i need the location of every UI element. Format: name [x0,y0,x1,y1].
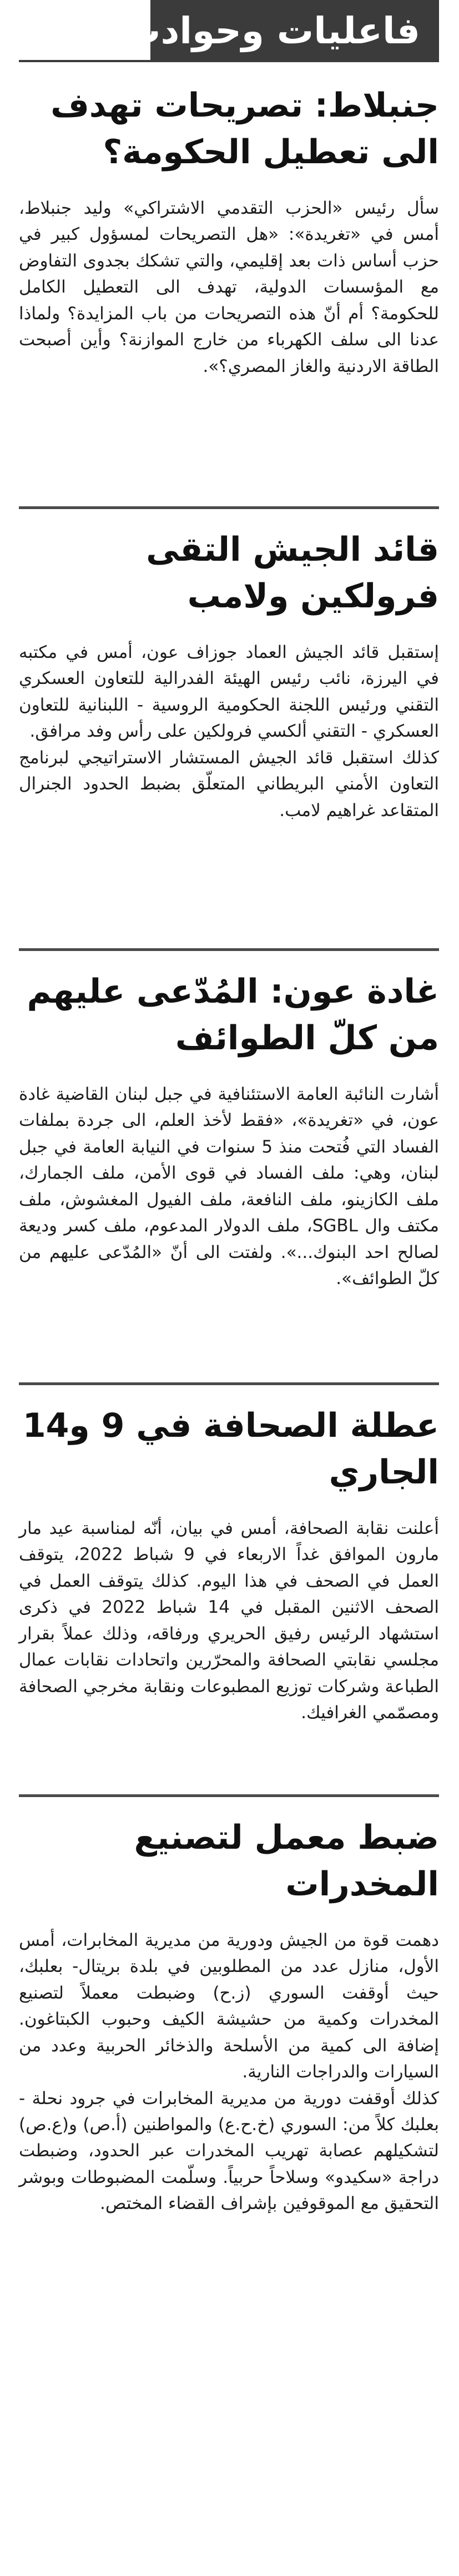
article-divider [19,948,439,951]
article-divider [19,1794,439,1797]
section-title: فاعليات وحوادث [124,9,420,52]
article-paragraph: كذلك استقبل قائد الجيش المستشار الاستراتيجي لبرنامج التعاون الأمني البريطاني المتعلّق بضبط الحدود الجنرال المتقاعد غراهيم لامب. [19,747,439,821]
article-headline: ضبط معمل لتصنيع المخدرات [134,1818,439,1904]
article-jumblatt [19,82,439,380]
article-ghada-aoun [19,968,439,1292]
article-headline: غادة عون: المُدّعى عليهم من كلّ الطوائف [27,972,439,1058]
article-paragraph: دهمت قوة من الجيش ودورية من مديرية المخابرات، أمس الأول، منازل عدد من المطلوبين في بلدة بريتال- بعلبك، حيث أوقفت السوري (ز.ح) وضبطت معملاً لتصنيع المخدرات وكمية من حشيشة الكيف وحبوب الكبتاغون. إضافة الى كمية من الأسلحة والذخائر الحربية وعدد من السيارات والدراجات النارية. [19,1930,439,2082]
article-drug-factory [19,1814,439,2217]
article-paragraph: أشارت النائبة العامة الاستئنافية في جبل لبنان القاضية غادة عون، في «تغريدة»، «فقط لأخذ العلم، الى جردة بملفات الفساد التي فُتحت منذ 5 سنوات في النيابة العامة في جبل لبنان، وهي: ملف الفساد في قوى الأمن، ملف الجمارك، ملف الكازينو، ملف النافعة، ملف الفيول المغشوش، ملف مكتف وال SGBL، ملف الدولار المدعوم، ملف كسر وديعة لصالح احد البنوك...». ولفتت الى أنّ «المُدّعى عليهم من كلّ الطوائف». [19,1084,439,1289]
article-divider [19,1382,439,1385]
article-paragraph: أعلنت نقابة الصحافة، أمس في بيان، أنّه لمناسبة عيد مار مارون الموافق غداً الاربعاء في 9 شباط 2022، يتوقف العمل في الصحف في هذا اليوم. كذلك يتوقف العمل في الصحف الاثنين المقبل في 14 شباط 2022 في ذكرى استشهاد الرئيس رفيق الحريري ورفاقه، وذلك عملاً بقرار مجلسي نقابتي الصحافة والمحرّرين واتحادات نقابات عمال الطباعة وشركات توزيع المطبوعات ونقابة مخرجي الصحافة ومصمّمي الغرافيك. [19,1518,440,1723]
article-paragraph: كذلك أوقفت دورية من مديرية المخابرات في جرود نحلة - بعلبك كلاً من: السوري (خ.ح.ع) والمواطنين (أ.ص) و(ع.ص) لتشكيلهم عصابة تهريب المخدرات عبر الحدود، وضبطت دراجة «سكيدو» وسلاحاً حربياً. وسلّمت المضبوطات وبوشر التحقيق مع الموقوفين بإشراف القضاء المختص. [19,2088,439,2214]
article-press-holiday [19,1402,439,1726]
article-headline: جنبلاط: تصريحات تهدف الى تعطيل الحكومة؟ [51,86,439,172]
header-rule [19,60,439,62]
section-header [124,0,439,62]
article-divider [19,506,439,509]
article-paragraph: سأل رئيس «الحزب التقدمي الاشتراكي» وليد جنبلاط، أمس في «تغريدة»: «هل التصريحات لمسؤول كبير في حزب أساس ذات بعد إقليمي، والتي تشكك بجدوى التفاوض مع المؤسسات الدولية، تهدف الى التعطيل الكامل للحكومة؟ أم أنّ هذه التصريحات من باب المزايدة؟ ولماذا عدنا الى سلف الكهرباء من خارج الموازنة؟ وأين أصبحت الطاقة الاردنية والغاز المصري؟». [19,198,439,376]
article-paragraph: إستقبل قائد الجيش العماد جوزاف عون، أمس في مكتبه في اليرزة، نائب رئيس الهيئة الفدرالية للتعاون العسكري التقني ورئيس اللجنة الحكومية الروسية - اللبنانية للتعاون العسكري - التقني ألكسي فرولكين على رأس وفد مرافق. [19,642,439,742]
article-army-commander [19,526,439,824]
article-headline: قائد الجيش التقى فرولكين ولامب [146,530,439,616]
article-headline: عطلة الصحافة في 9 و14 الجاري [22,1406,439,1492]
